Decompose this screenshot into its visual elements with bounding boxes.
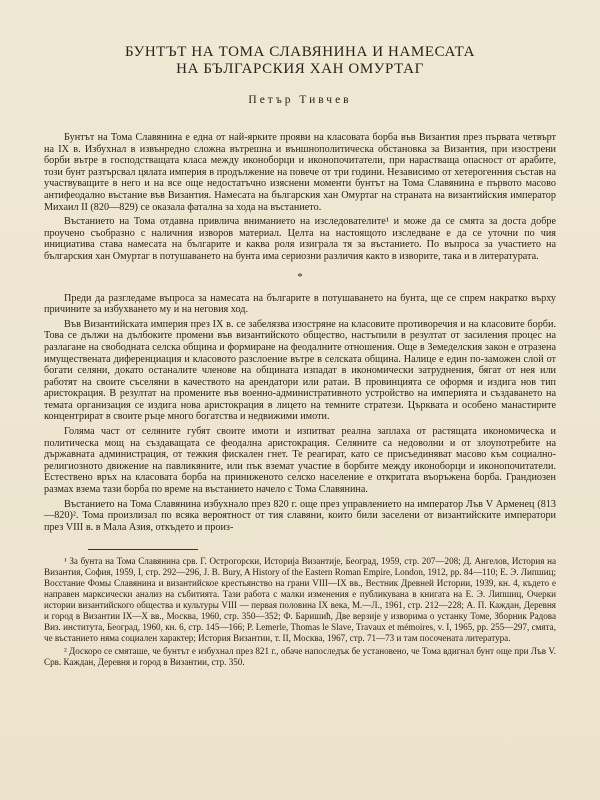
paragraph-6: Въстанието на Тома Славянина избухнало през 820 г. още през управлението на император Лъв V Арменец (813—820)². Тома произлизал по всяка вероятност от тия славяни, които били заселени от византийските императори през VIII в. в Мала Азия, откъдето и произ- bbox=[44, 498, 556, 533]
paragraph-5: Голяма част от селяните губят своите имоти и изпитват реална заплаха от растящата икономическа и политическа мощ на създаващата се феодална аристокрация. Селяните са недоволни и от злоупотребите на държавната администрация, от тежкия фискален гнет. Те реагират, като се присъединяват масово към социално-религиозното движение на павликяните, или пък вземат участие в борбите между иконоборци и иконопочитатели. Естествено връх на класовата борба на приниженото селско население е откритата въоръжена борба. Грандиозен размах взема тази борба по време на въстанието начело с Тома Славянина. bbox=[44, 426, 556, 496]
paragraph-3: Преди да разгледаме въпроса за намесата на българите в потушаването на бунта, ще се спрем накратко върху причините за избухването му и на неговия ход. bbox=[44, 292, 556, 316]
article-title bbox=[44, 44, 556, 78]
footnote-1: ¹ За бунта на Тома Славянина срв. Г. Острогорски, Историја Византије, Београд, 1959, стр. 207—208; Д. Ангелов, История на Византия, София, 1959, I, стр. 292—296, J. B. Bury, A History of the Eastern Roman Empire, London, 1912, pp. 84—110; Е. Э. Липшиц; Восстание Фомы Славянина и византийское крестьянство на грани VIII—IX вв., Вестник Древней Истории, 1939, кн. 4, където е направен марксически анализ на събитията. Тази работа с малки изменения е публикувана в книгата на Е. Э. Липшиц, Очерки истории византийского общества и культуры VIII — первая половина IX века, М.—Л., 1961, стр. 212—228; А. П. Каждан, Деревня и город в Византии IX—X вв., Москва, 1960, стр. 350—352; Ф. Баришић, Две верзије у изворима о устанку Томе, Зборник Радова Виз. института, Београд, 1960, кн. 6, стр. 145—166; P. Lemerle, Thomas le Slave, Travaux et mémoires, v. I, 1965, pp. 255—297, смята, че въстанието няма социален характер; История Византии, т. II, Москва, 1967, стр. 71—73 и там посочената литература. bbox=[44, 556, 556, 643]
footnotes bbox=[44, 556, 556, 667]
article-body bbox=[44, 132, 556, 533]
author-name: Петър Тивчев bbox=[248, 94, 352, 106]
footnote-2: ² Доскоро се смяташе, че бунтът е избухнал през 821 г., обаче напоследък бе установено, че Тома вдигнал бунт още при Лъв V. Срв. Каждан, Деревня и город в Византии, стр. 350. bbox=[44, 645, 556, 667]
title-line-2: НА БЪЛГАРСКИЯ ХАН ОМУРТАГ bbox=[176, 61, 424, 77]
title-line-1: БУНТЪТ НА ТОМА СЛАВЯНИНА И НАМЕСАТА bbox=[124, 44, 476, 60]
footnote-divider bbox=[88, 549, 198, 550]
paragraph-4: Във Византийската империя през IX в. се забелязва изостряне на класовите противоречия и на класовите борби. Това се дължи на дълбоките промени във византийското общество, настъпили в резултат от засиления процес на разлагане на свободната селска община и формиране на феодалните отношения. Още в Земеделския закон е отразена имуществената диференциация и класовото разслоение вътре в селската община. Налице е един по-заможен слой от богати селяни, докато останалите членове на общината изпадат в икономически затруднения, бягат от нея или работят на своите съселяни в качеството на арендатори или ратаи. В провинцията се оформя и издига нов тип аристокрация. В резултат на промените във военно-административното устройство на империята и създаването на темата организация се издига нова аристокрация в лицето на темните стратези. Църквата и особено манастирите концентрират в своите ръце много богатства и недвижими имоти. bbox=[44, 318, 556, 423]
paragraph-2: Въстанието на Тома отдавна привлича вниманието на изследователите¹ и може да се смята за доста добре проучено съобразно с наличния изворов материал. Целта на настоящото изследване е да се уточни по чия инициатива става намесата на българите и каква роля изиграла тя за въстанието. По въпроса за участието на българския хан Омуртаг в потушаването на бунта има сериозни различия както в изворите, така и в литературата. bbox=[44, 216, 556, 262]
section-separator: * bbox=[297, 270, 303, 283]
paragraph-1: Бунтът на Тома Славянина е една от най-ярките прояви на класовата борба във Византия през първата четвърт на IX в. Избухнал в извънредно сложна вътрешна и външнополитическа обстановка за Византия, при изострени борби вътре в господстващата класа между иконоборци и иконопочитатели, при нарастваща опасност от арабите, този бунт разтърсвал цялата империя в продължение на повече от три години. Независимо от хетерогенния състав на участвуващите в него и на все още недостатъчно изяснени моменти бунтът на Тома Славянина е първото масово антифеодално въстание във Византия. Намесата на българския хан Омуртаг на страната на византийския император Михаил II (820—829) се оказала фатална за хода на въстанието. bbox=[44, 132, 556, 213]
